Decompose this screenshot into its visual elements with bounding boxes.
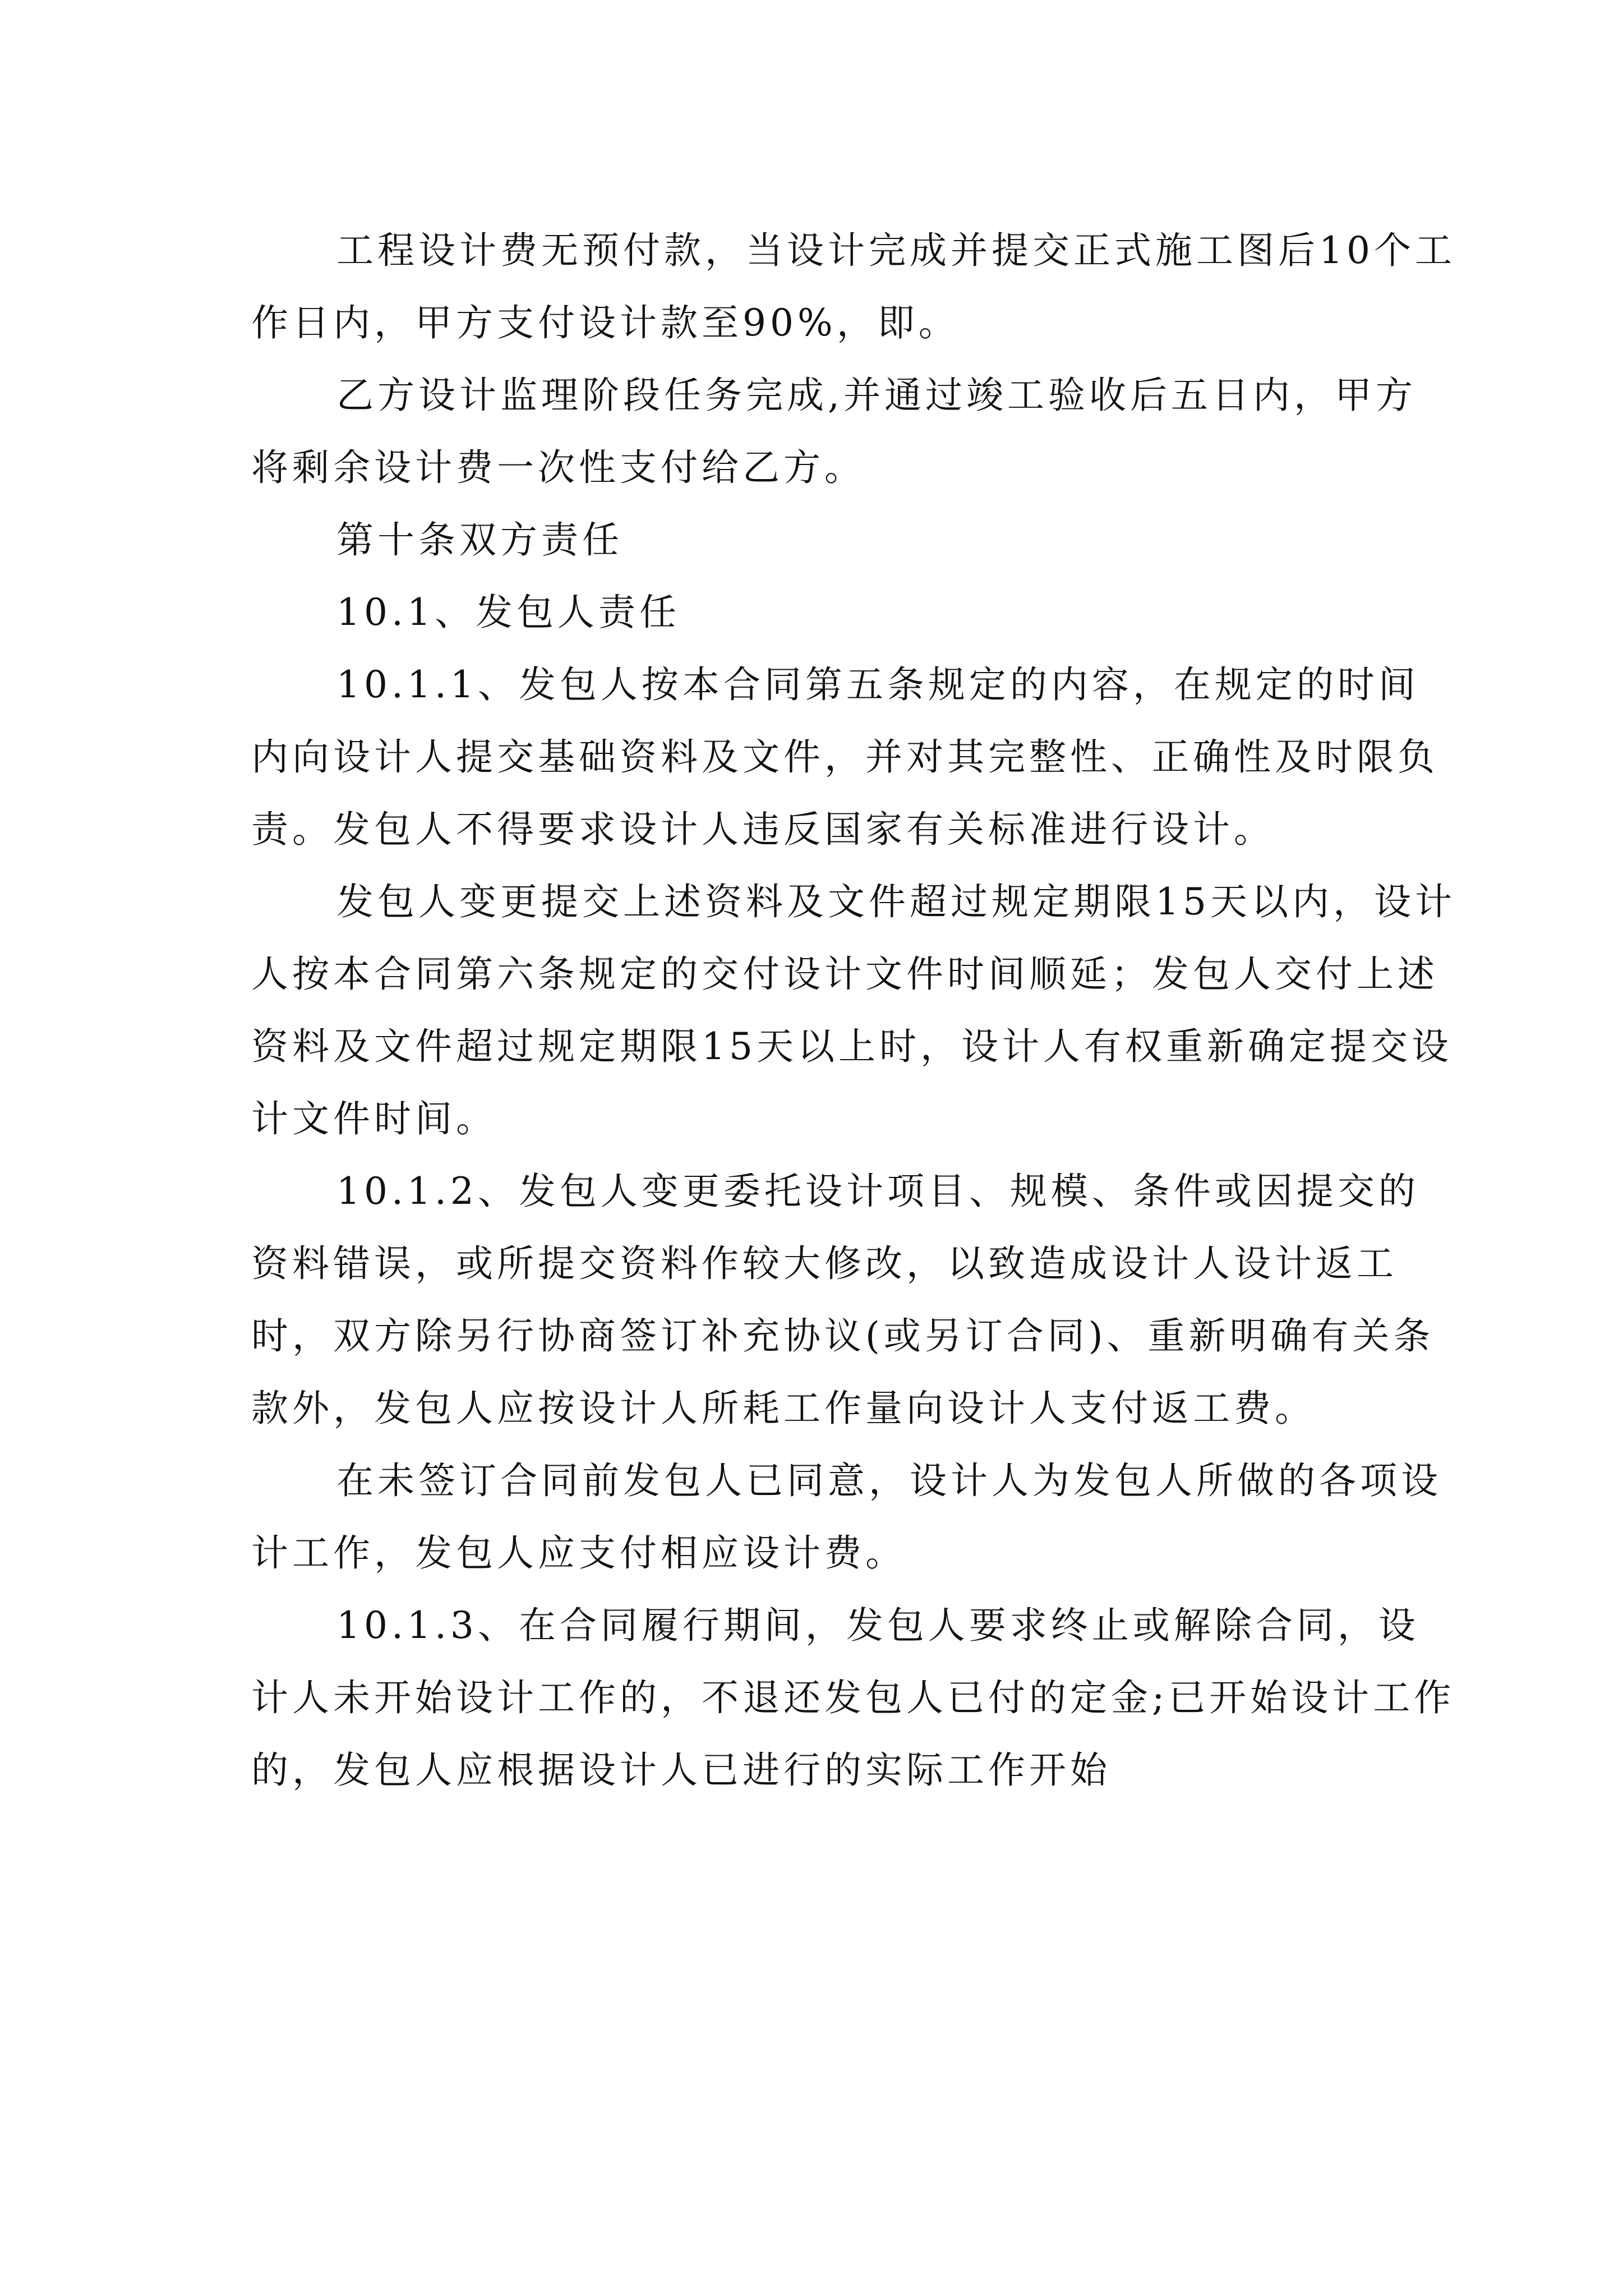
contract-text	[251, 214, 1457, 1806]
clause-10-1-1: 10.1.1、发包人按本合同第五条规定的内容，在规定的时间内向设计人提交基础资料及文件，并对其完整性、正确性及时限负责。发包人不得要求设计人违反国家有关标准进行设计。	[251, 663, 1438, 851]
clause-10-1-2: 10.1.2、发包人变更委托设计项目、规模、条件或因提交的资料错误，或所提交资料作较大修改，以致造成设计人设计返工时，双方除另行协商签订补充协议(或另订合同)、重新明确有关条款外，发包人应按设计人所耗工作量向设计人支付返工费。	[251, 1170, 1435, 1430]
paragraph-design-fee-payment: 工程设计费无预付款，当设计完成并提交正式施工图后10个工作日内，甲方支付设计款至90%，即。	[251, 229, 1456, 344]
clause-10-1-3: 10.1.3、在合同履行期间，发包人要求终止或解除合同，设计人未开始设计工作的，不退还发包人已付的定金;已开始设计工作的，发包人应根据设计人已进行的实际工作开始	[251, 1604, 1455, 1792]
section-heading-article-10: 第十条双方责任	[336, 518, 623, 562]
paragraph-submission-delay: 发包人变更提交上述资料及文件超过规定期限15天以内，设计人按本合同第六条规定的交付设计文件时间顺延；发包人交付上述资料及文件超过规定期限15天以上时，设计人有权重新确定提交设计文件时间。	[251, 880, 1456, 1140]
subsection-heading-10-1: 10.1、发包人责任	[336, 591, 680, 634]
paragraph-remaining-fee: 乙方设计监理阶段任务完成,并通过竣工验收后五日内，甲方将剩余设计费一次性支付给乙方。	[251, 374, 1417, 489]
paragraph-precontract-work: 在未签订合同前发包人已同意，设计人为发包人所做的各项设计工作，发包人应支付相应设计费。	[251, 1459, 1442, 1575]
